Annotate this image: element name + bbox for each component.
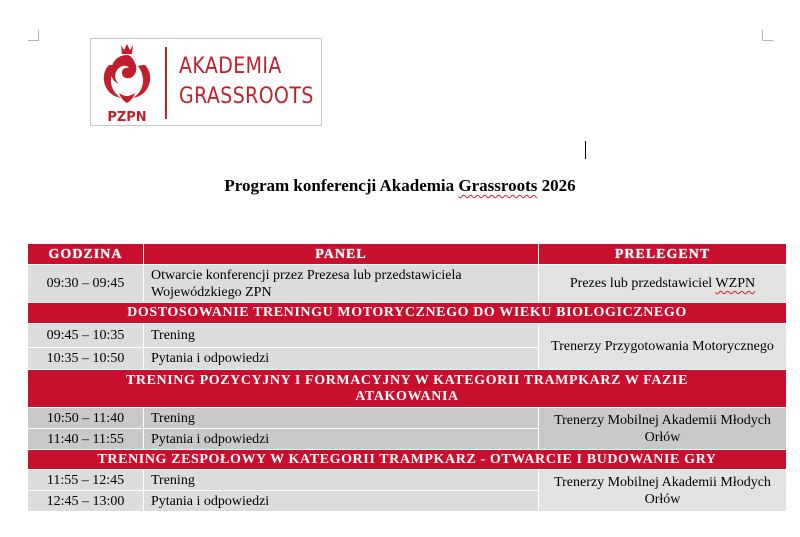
cell-speaker: Trenerzy Mobilnej Akademii Młodych Orłów	[539, 408, 787, 450]
cell-time: 09:30 – 09:45	[28, 265, 144, 303]
cell-time: 11:40 – 11:55	[28, 429, 144, 450]
cell-time: 10:50 – 11:40	[28, 408, 144, 429]
title-prefix: Program konferencji Akademia	[224, 176, 459, 195]
cell-panel: Pytania i odpowiedzi	[144, 348, 539, 370]
header-speaker: PRELEGENT	[539, 244, 787, 265]
logo-divider	[165, 47, 167, 119]
section-row-1	[28, 303, 787, 324]
cell-panel: Trening	[144, 408, 539, 429]
cell-panel: Trening	[144, 470, 539, 491]
cell-speaker: Trenerzy Mobilnej Akademii Młodych Orłów	[539, 470, 787, 512]
header-panel: PANEL	[144, 244, 539, 265]
section-title: DOSTOSOWANIE TRENINGU MOTORYCZNEGO DO WIEKU BIOLOGICZNEGO	[28, 303, 787, 324]
page-corner-mark-right	[762, 30, 773, 41]
section-title: TRENING POZYCYJNY I FORMACYJNY W KATEGORII TRAMPKARZ W FAZIE ATAKOWANIA	[28, 370, 787, 408]
header-time: GODZINA	[28, 244, 144, 265]
page-corner-mark-left	[28, 30, 39, 41]
cell-panel: Trening	[144, 324, 539, 348]
logo-line-2: GRASSROOTS	[179, 84, 314, 109]
cell-panel: Pytania i odpowiedzi	[144, 491, 539, 512]
table-row-opening	[28, 265, 787, 303]
section-row-2	[28, 370, 787, 408]
title-misspelled-word[interactable]: Grassroots	[458, 176, 538, 195]
conference-schedule-table	[27, 243, 787, 512]
logo-emblem-text: PZPN	[107, 110, 147, 125]
logo-wordmark	[179, 52, 314, 112]
document-title[interactable]	[0, 176, 800, 196]
logo-banner	[90, 38, 322, 126]
pzpn-eagle-logo	[97, 41, 157, 125]
section-row-3	[28, 450, 787, 470]
speaker-prefix: Prezes lub przedstawiciel	[569, 276, 716, 291]
cell-time: 12:45 – 13:00	[28, 491, 144, 512]
cell-speaker	[539, 265, 787, 303]
logo-line-1: AKADEMIA	[179, 54, 282, 79]
table-header-row	[28, 244, 787, 265]
table-row	[28, 408, 787, 429]
cell-panel: Pytania i odpowiedzi	[144, 429, 539, 450]
cell-panel: Otwarcie konferencji przez Prezesa lub przedstawiciela Wojewódzkiego ZPN	[144, 265, 539, 303]
cell-speaker: Trenerzy Przygotowania Motorycznego	[539, 324, 787, 370]
title-suffix: 2026	[537, 176, 576, 195]
cell-time: 10:35 – 10:50	[28, 348, 144, 370]
speaker-misspelled-word[interactable]: WZPN	[715, 276, 756, 291]
table-row	[28, 324, 787, 348]
section-title: TRENING ZESPOŁOWY W KATEGORII TRAMPKARZ - OTWARCIE I BUDOWANIE GRY	[28, 450, 787, 470]
text-cursor	[585, 141, 586, 159]
cell-time: 09:45 – 10:35	[28, 324, 144, 348]
cell-time: 11:55 – 12:45	[28, 470, 144, 491]
table-row	[28, 470, 787, 491]
